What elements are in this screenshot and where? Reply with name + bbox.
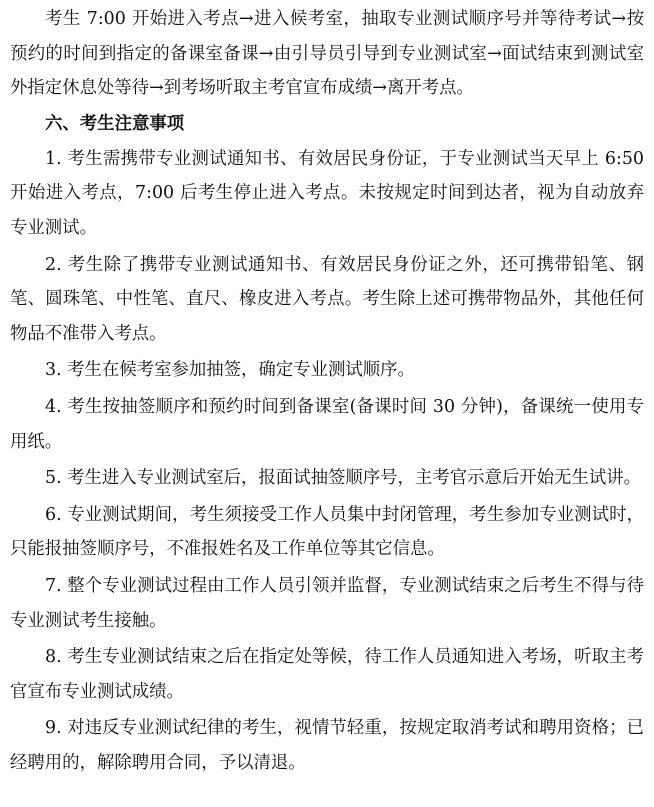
notice-item-9: 9. 对违反专业测试纪律的考生，视情节轻重，按规定取消考试和聘用资格；已经聘用的，解除聘用合同，予以清退。 — [10, 718, 644, 773]
procedure-paragraph: 考生 7:00 开始进入考点→进入候考室，抽取专业测试顺序号并等待考试→按预约的时间到指定的备课室备课→由引导员引导到专业测试室→面试结束到测试室外指定休息处等待→到考场听取主考官宣布成绩→离开考点。 — [10, 9, 644, 99]
notice-item-3: 3. 考生在候考室参加抽签，确定专业测试顺序。 — [45, 360, 415, 381]
notice-item-4: 4. 考生按抽签顺序和预约时间到备课室(备课时间 30 分钟)，备课统一使用专用纸。 — [10, 396, 644, 452]
notice-item-1: 1. 考生需携带专业测试通知书、有效居民身份证，于专业测试当天早上 6:50 开始进入考点，7:00 后考生停止进入考点。未按规定时间到达者，视为自动放弃专业测试。 — [10, 148, 644, 238]
notice-item-2: 2. 考生除了携带专业测试通知书、有效居民身份证之外，还可携带铅笔、钢笔、圆珠笔、中性笔、直尺、橡皮进入考点。考生除上述可携带物品外，其他任何物品不准带入考点。 — [10, 254, 644, 344]
notice-item-7: 7. 整个专业测试过程由工作人员引领并监督，专业测试结束之后考生不得与待专业测试考生接触。 — [10, 575, 644, 631]
notice-item-6: 6. 专业测试期间，考生须接受工作人员集中封闭管理，考生参加专业测试时，只能报抽签顺序号，不准报姓名及工作单位等其它信息。 — [10, 504, 644, 560]
notice-item-8: 8. 考生专业测试结束之后在指定处等候，待工作人员通知进入考场，听取主考官宣布专业测试成绩。 — [10, 647, 644, 702]
notice-item-5: 5. 考生进入专业测试室后，报面试抽签顺序号，主考官示意后开始无生试讲。 — [45, 468, 642, 489]
section-heading: 六、考生注意事项 — [45, 113, 185, 134]
